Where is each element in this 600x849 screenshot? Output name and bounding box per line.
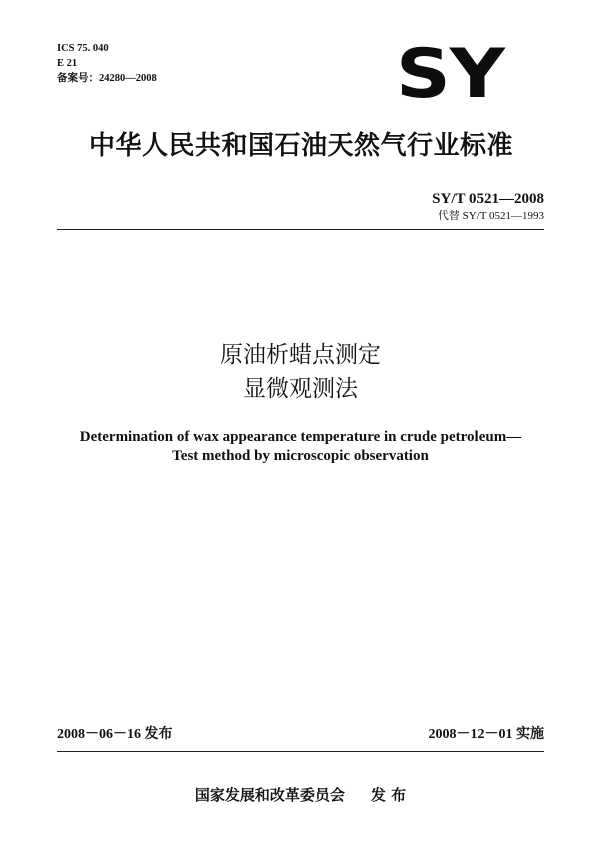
chinese-title-line-2: 显微观测法 [243,376,358,402]
ics-code: ICS 75. 040 [57,43,109,54]
issuer-name: 国家发展和改革委员会 [194,786,345,804]
issuer-action: 发 布 [370,786,407,804]
standard-code: SY/T 0521—2008 [432,191,544,207]
english-title-line-2: Test method by microscopic observation [172,448,429,464]
classification-code: E 21 [57,58,78,69]
bottom-divider [57,751,544,752]
issuer-line [57,785,544,805]
standard-category-title: 中华人民共和国石油天然气行业标准 [88,131,513,161]
english-title-line-1: Determination of wax appearance temperature in crude petroleum— [79,429,522,445]
record-number: 备案号：24280—2008 [57,73,157,84]
top-divider [57,229,544,230]
replaces-standard: 代替 SY/T 0521—1993 [437,210,544,222]
implementation-date: 2008－12－01 实施 [428,727,544,742]
sy-logo: SY [396,35,504,114]
issue-date: 2008－06－16 发布 [57,727,173,742]
chinese-title-line-1: 原油析蜡点测定 [220,342,381,368]
